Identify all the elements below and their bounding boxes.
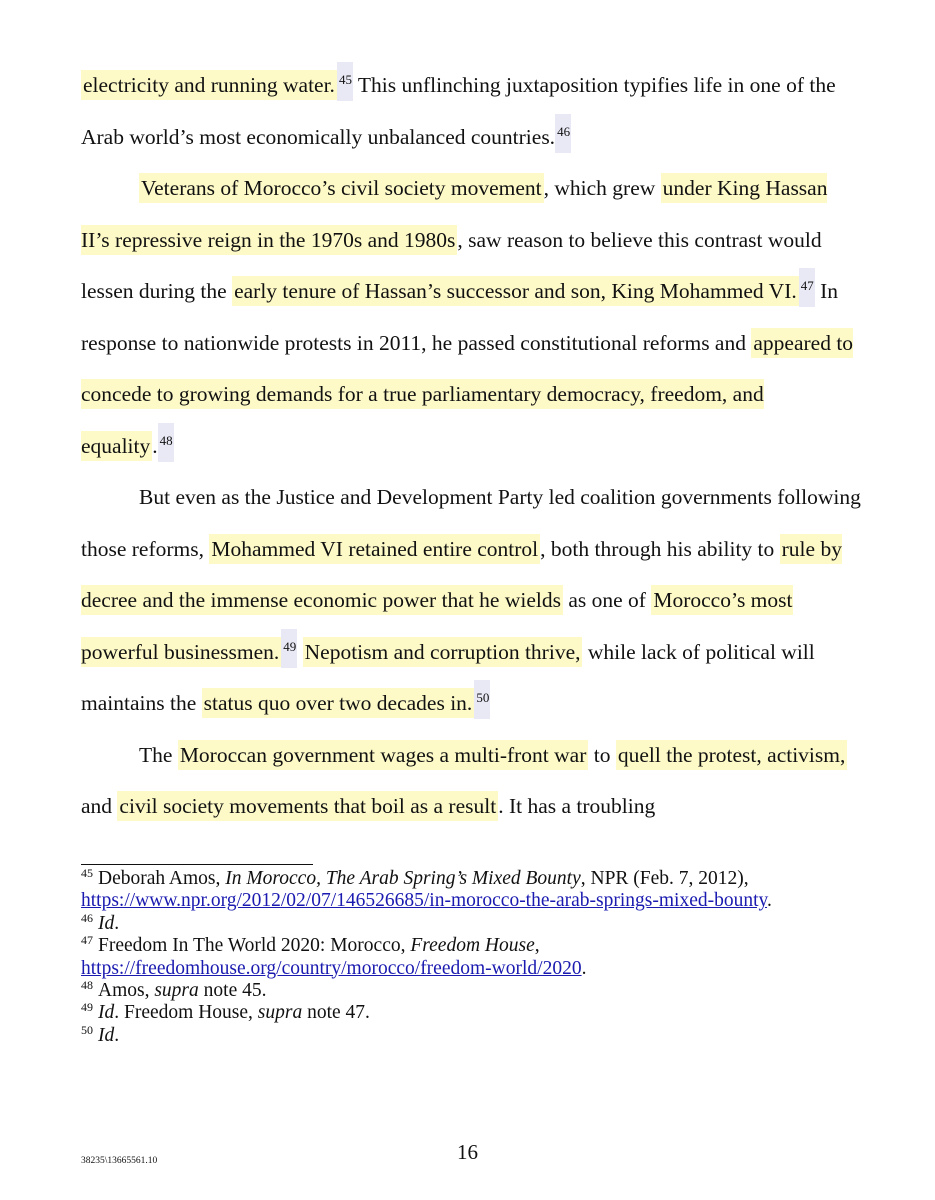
text-run: , both through his ability to <box>540 536 780 561</box>
text-run: . <box>581 957 587 979</box>
text-run: , NPR (Feb. 7, 2012), <box>580 868 749 889</box>
supra-citation: supra <box>257 1002 303 1024</box>
highlight: early tenure of Hassan’s successor and son, King Mohammed VI. <box>232 276 799 306</box>
npr-link[interactable]: https://www.npr.org/2012/02/07/146526685/in-morocco-the-arab-springs-mixed-bounty <box>81 890 768 912</box>
footnote-ref-49[interactable]: 49 <box>281 629 297 668</box>
text-run: . <box>114 1024 120 1046</box>
text-run: to <box>588 742 616 767</box>
footnotes <box>81 868 841 1047</box>
text-run: note 47. <box>302 1002 370 1024</box>
body-text <box>81 60 861 833</box>
paragraph-1 <box>81 60 861 163</box>
highlight: Moroccan government wages a multi-front war <box>178 740 589 770</box>
highlight: under King Hassan II’s repressive reign in the 1970s and 1980s <box>81 173 827 255</box>
freedom-house-link[interactable]: https://freedomhouse.org/country/morocco/freedom-world/2020 <box>81 957 582 979</box>
highlight: civil society movements that boil as a result <box>117 791 498 821</box>
document-id: 38235\13665561.10 <box>81 1156 158 1166</box>
text-run <box>297 640 302 664</box>
text-run: and <box>81 794 118 818</box>
text-run: , saw reason to believe this contrast would lessen during the <box>81 227 822 303</box>
source-title: Freedom House <box>410 935 535 957</box>
text-run: Freedom In The World 2020: Morocco, <box>98 935 411 957</box>
highlight: appeared to concede to growing demands for a true parliamentary democracy, freedom, and equality <box>81 328 853 461</box>
highlight: Veterans of Morocco’s civil society movement <box>139 173 544 203</box>
footnote-48 <box>81 980 841 1002</box>
id-citation: Id <box>98 912 115 934</box>
text-run: . It has a troubling <box>498 794 656 818</box>
text-run: This unflinching juxtaposition typifies life in one of the Arab world’s most economically unbalanced countries. <box>81 73 836 149</box>
text-run: But even as the Justice and Development Party led coalition governments following those reforms, <box>81 485 861 561</box>
text-run: . <box>152 433 158 458</box>
highlight: Morocco’s most powerful businessmen. <box>81 585 793 667</box>
footnote-46 <box>81 910 841 935</box>
text-run: Deborah Amos, <box>98 868 226 889</box>
footnote-ref-45[interactable]: 45 <box>337 62 353 101</box>
footnote-number: 46 <box>81 910 93 925</box>
highlight: Mohammed VI retained entire control <box>209 534 540 564</box>
text-run: Amos, <box>98 980 155 1002</box>
text-run: while lack of political will maintains the <box>81 639 815 715</box>
footnote-number: 45 <box>81 866 93 880</box>
highlight: quell the protest, activism, <box>616 740 848 770</box>
case-title: In Morocco, The Arab Spring’s Mixed Bounty <box>225 868 581 889</box>
footnote-50 <box>81 1022 841 1047</box>
id-citation: Id <box>98 1002 115 1024</box>
footnote-number: 50 <box>81 1022 93 1037</box>
text-run: . <box>114 912 120 934</box>
id-citation: Id <box>98 1024 115 1046</box>
paragraph-2 <box>81 163 861 472</box>
text-run: . <box>767 890 772 912</box>
footnote-ref-50[interactable]: 50 <box>474 680 490 719</box>
paragraph-3 <box>81 472 861 730</box>
highlight: rule by decree and the immense economic power that he wields <box>81 534 842 616</box>
footnote-ref-48[interactable]: 48 <box>158 423 174 462</box>
supra-citation: supra <box>154 980 199 1002</box>
text-run: note 45. <box>198 980 267 1002</box>
text-run: , which grew <box>543 176 661 200</box>
footnote-ref-47[interactable]: 47 <box>799 268 815 307</box>
highlight: electricity and running water. <box>81 70 337 100</box>
page-number: 16 <box>457 1140 478 1164</box>
footnote-45 <box>81 868 841 913</box>
text-run: In response to nationwide protests in 2011, he passed constitutional reforms and <box>81 279 839 355</box>
text-run: . Freedom House, <box>114 1002 258 1024</box>
footnote-47 <box>81 935 841 980</box>
highlight: status quo over two decades in. <box>202 688 475 718</box>
highlight: Nepotism and corruption thrive, <box>303 637 583 667</box>
footnote-number: 48 <box>81 978 93 993</box>
text-run: The <box>139 742 178 767</box>
footnote-number: 47 <box>81 933 93 948</box>
text-run: as one of <box>562 588 652 612</box>
text-run: , <box>534 935 540 957</box>
paragraph-4 <box>81 730 861 833</box>
footnote-ref-46[interactable]: 46 <box>555 114 571 153</box>
footnote-49 <box>81 1002 841 1024</box>
footnote-number: 49 <box>81 1000 93 1015</box>
footnote-separator <box>81 864 313 865</box>
